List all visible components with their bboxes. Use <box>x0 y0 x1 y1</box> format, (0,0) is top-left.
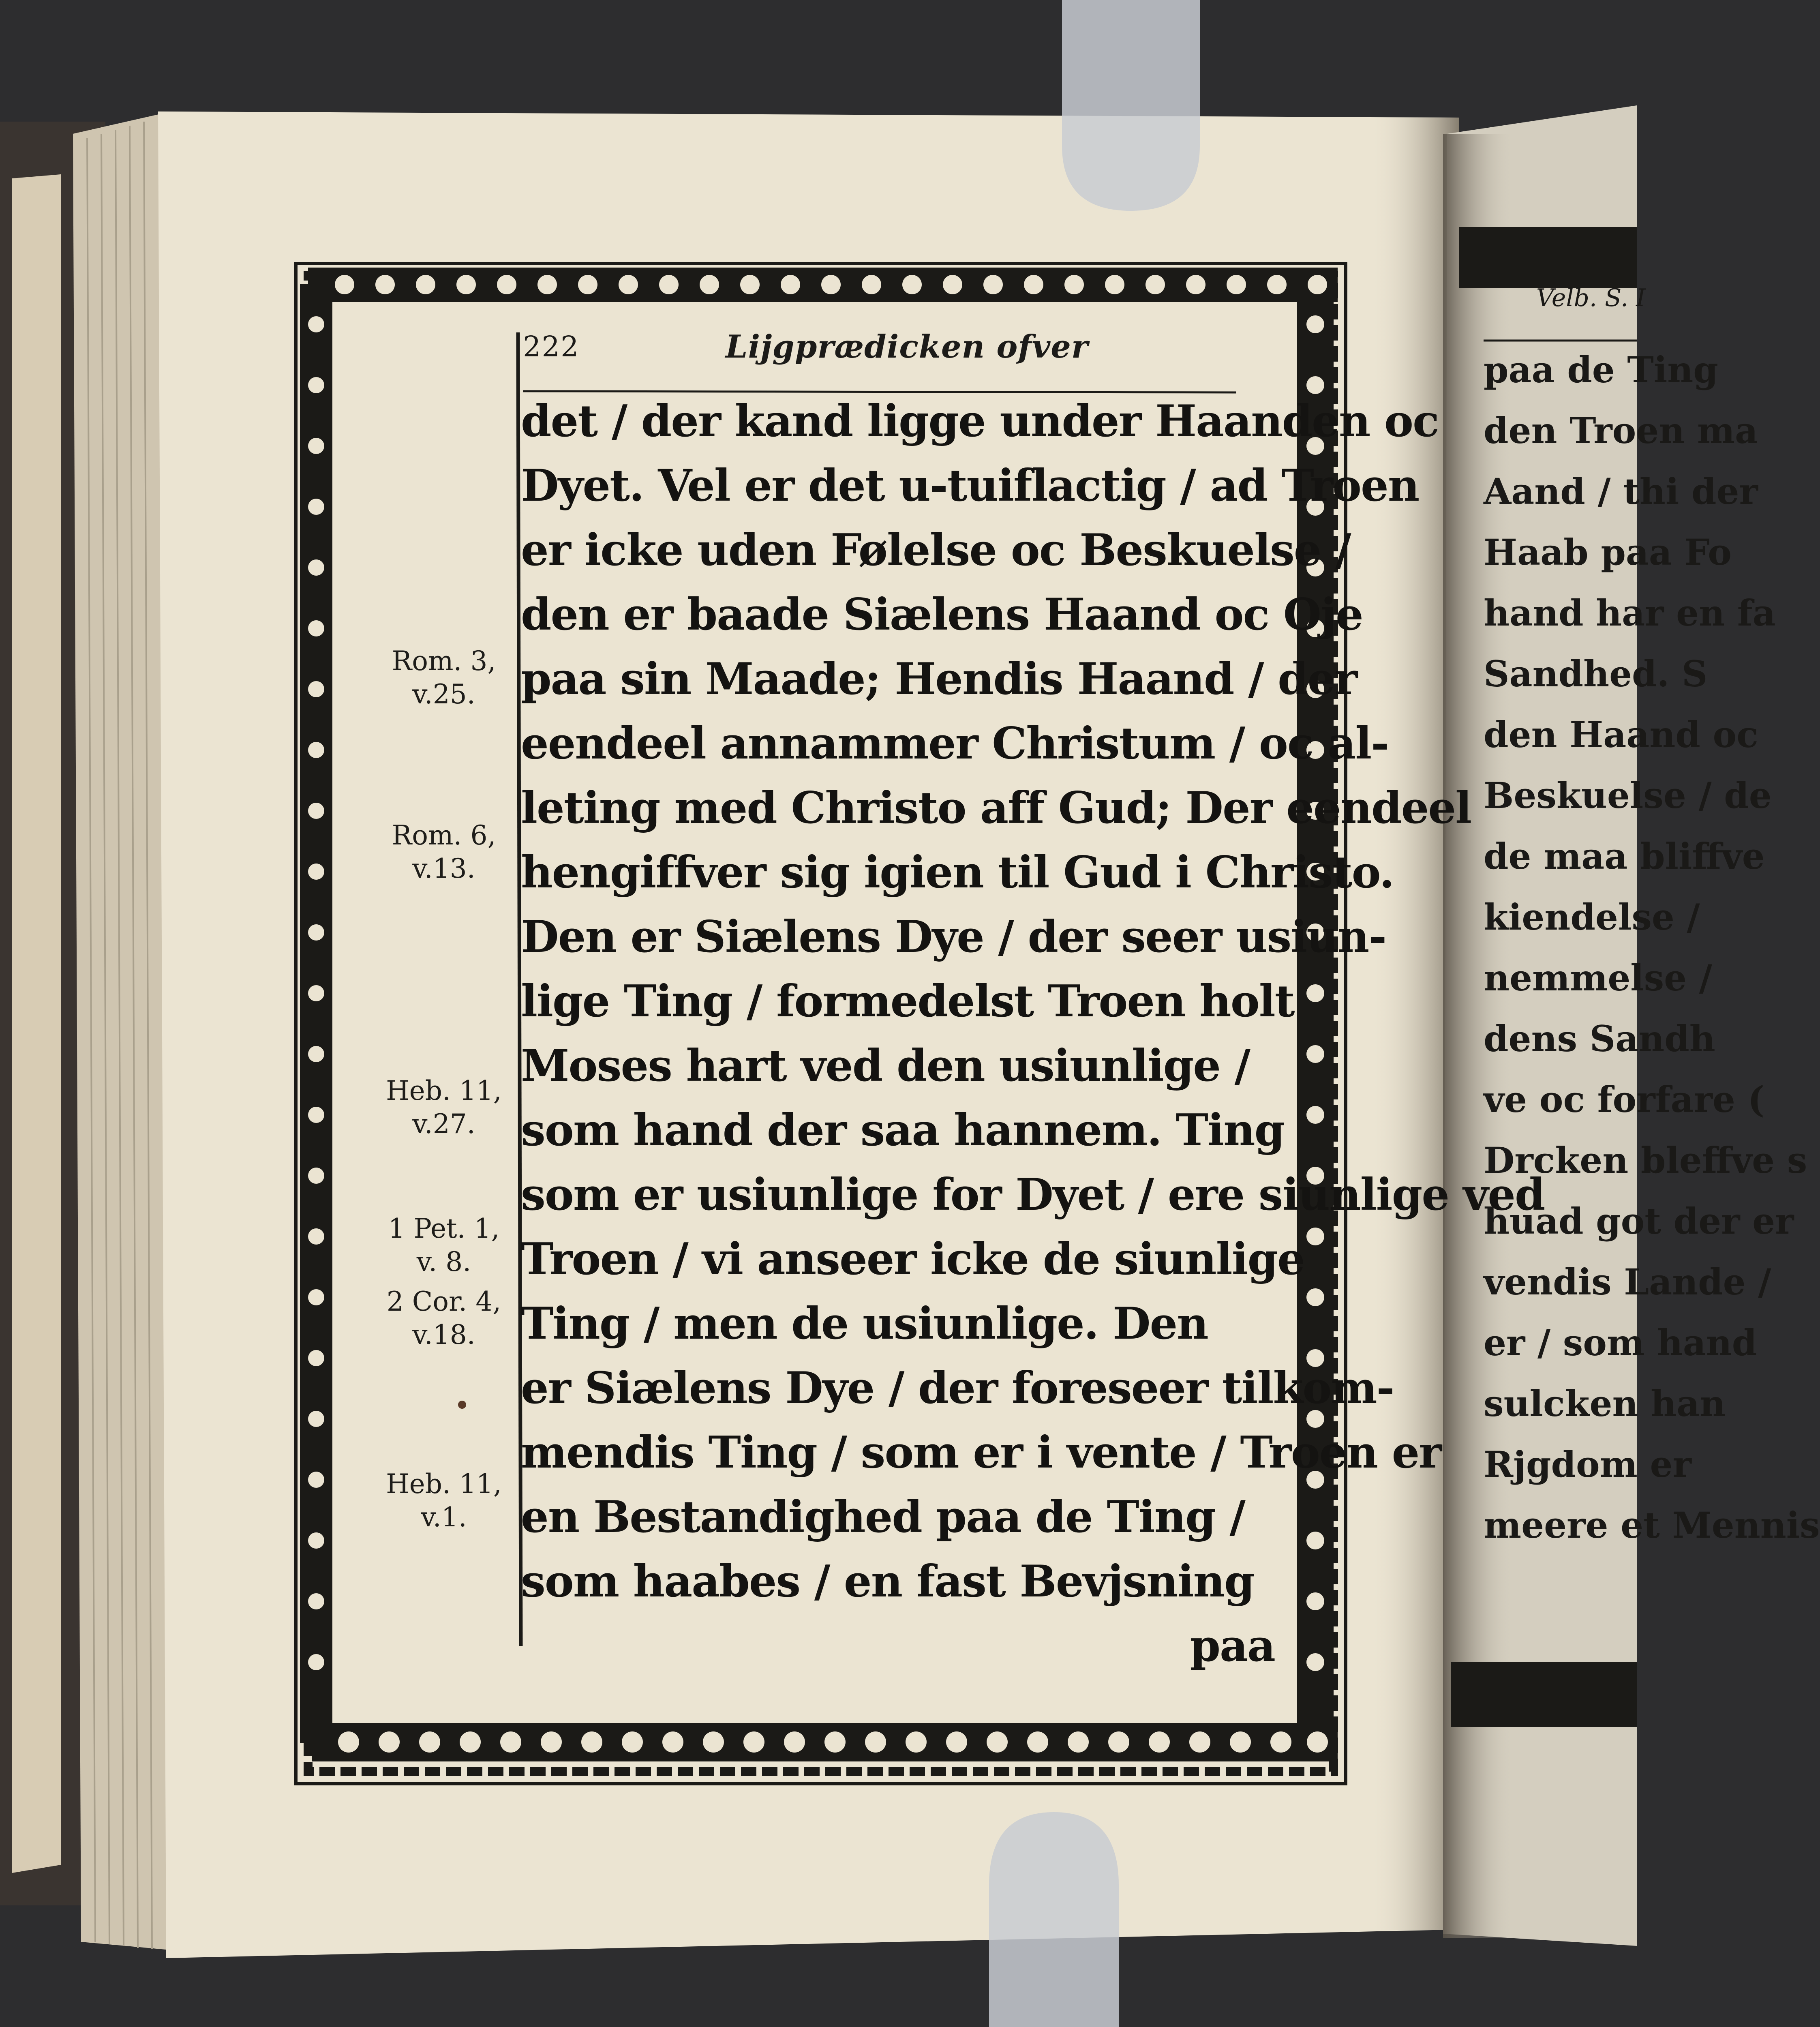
page-number: 222 <box>523 330 580 363</box>
text-line: som haabes / en fast Bevjsning <box>521 1556 1254 1607</box>
margin-note: Rom. 6, <box>392 820 496 851</box>
facing-text-line: hand har en fa <box>1484 592 1776 634</box>
margin-note: v.25. <box>412 679 475 710</box>
facing-text-line: Rjgdom er <box>1484 1443 1692 1485</box>
facing-text-line: meere et Mennis <box>1484 1504 1820 1546</box>
facing-text-line: kiendelse / <box>1484 896 1700 938</box>
margin-notes <box>367 645 521 1618</box>
margin-note: v.1. <box>421 1502 467 1533</box>
margin-note: Heb. 11, <box>386 1075 502 1106</box>
facing-text-line: huad got der er <box>1484 1200 1794 1242</box>
facing-text-line: de maa bliffve <box>1484 835 1765 877</box>
text-line: hengiffver sig igien til Gud i Christo. <box>521 847 1394 898</box>
text-line: er Siælens Dye / der foreseer tilkom- <box>521 1363 1394 1414</box>
text-line: paa sin Maade; Hendis Haand / der <box>521 654 1357 705</box>
text-line: Ting / men de usiunlige. Den <box>521 1298 1208 1349</box>
margin-note: v.18. <box>412 1319 475 1350</box>
facing-text-line: den Haand oc <box>1484 714 1758 756</box>
text-line: Moses hart ved den usiunlige / <box>521 1040 1250 1091</box>
facing-text-line: vendis Lande / <box>1484 1261 1771 1303</box>
facing-text-line: den Troen ma <box>1484 409 1758 452</box>
margin-note: Heb. 11, <box>386 1468 502 1500</box>
facing-text-line: Drcken bleffve s <box>1484 1139 1807 1181</box>
facing-text-line: dens Sandh <box>1484 1018 1715 1060</box>
text-line: leting med Christo aff Gud; Der eendeel <box>521 782 1471 834</box>
running-title: Lijgprædicken ofver <box>725 328 1088 365</box>
margin-note: v.13. <box>412 853 475 884</box>
text-line: en Bestandighed paa de Ting / <box>521 1491 1245 1543</box>
text-line: lige Ting / formedelst Troen holt <box>521 976 1294 1027</box>
facing-text-line: ve oc forfare ( <box>1484 1078 1765 1121</box>
margin-note: 1 Pet. 1, <box>388 1213 500 1244</box>
text-line: som hand der saa hannem. Ting <box>521 1105 1285 1156</box>
text-line: eendeel annammer Christum / oc al- <box>521 718 1389 769</box>
facing-text-line: sulcken han <box>1484 1382 1726 1425</box>
text-line: mendis Ting / som er i vente / Troen er <box>521 1427 1441 1478</box>
margin-note: Rom. 3, <box>392 645 496 677</box>
text-line: Troen / vi anseer icke de siunlige <box>521 1234 1304 1285</box>
facing-text-line: Sandhed. S <box>1484 653 1708 695</box>
text-line: Dyet. Vel er det u-tuiflactig / ad Troen <box>521 460 1419 511</box>
margin-note: v.27. <box>412 1108 475 1140</box>
text-line: som er usiunlige for Dyet / ere siunlige ved <box>521 1169 1545 1220</box>
facing-text-line: nemmelse / <box>1484 957 1712 999</box>
facing-text-line: paa de Ting <box>1484 349 1718 391</box>
text-line: det / der kand ligge under Haanden oc <box>521 396 1439 447</box>
margin-note: v. 8. <box>416 1246 471 1277</box>
facing-page-header: Velb. S. I <box>1536 284 1646 312</box>
text-line: Den er Siælens Dye / der seer usiun- <box>521 911 1386 962</box>
facing-text-line: Haab paa Fo <box>1484 531 1732 573</box>
text-line: den er baade Siælens Haand oc Oje <box>521 589 1363 640</box>
page-header <box>523 320 1273 373</box>
text-line: er icke uden Følelse oc Beskuelse / <box>521 525 1351 576</box>
facing-text-line: Beskuelse / de <box>1484 774 1772 816</box>
facing-text-line: er / som hand <box>1484 1322 1757 1364</box>
facing-page <box>1455 227 1820 1820</box>
body-text <box>521 389 1545 1671</box>
facing-text-line: Aand / thi der <box>1484 470 1758 512</box>
margin-note: 2 Cor. 4, <box>386 1286 501 1317</box>
catchword: paa <box>1190 1620 1275 1671</box>
